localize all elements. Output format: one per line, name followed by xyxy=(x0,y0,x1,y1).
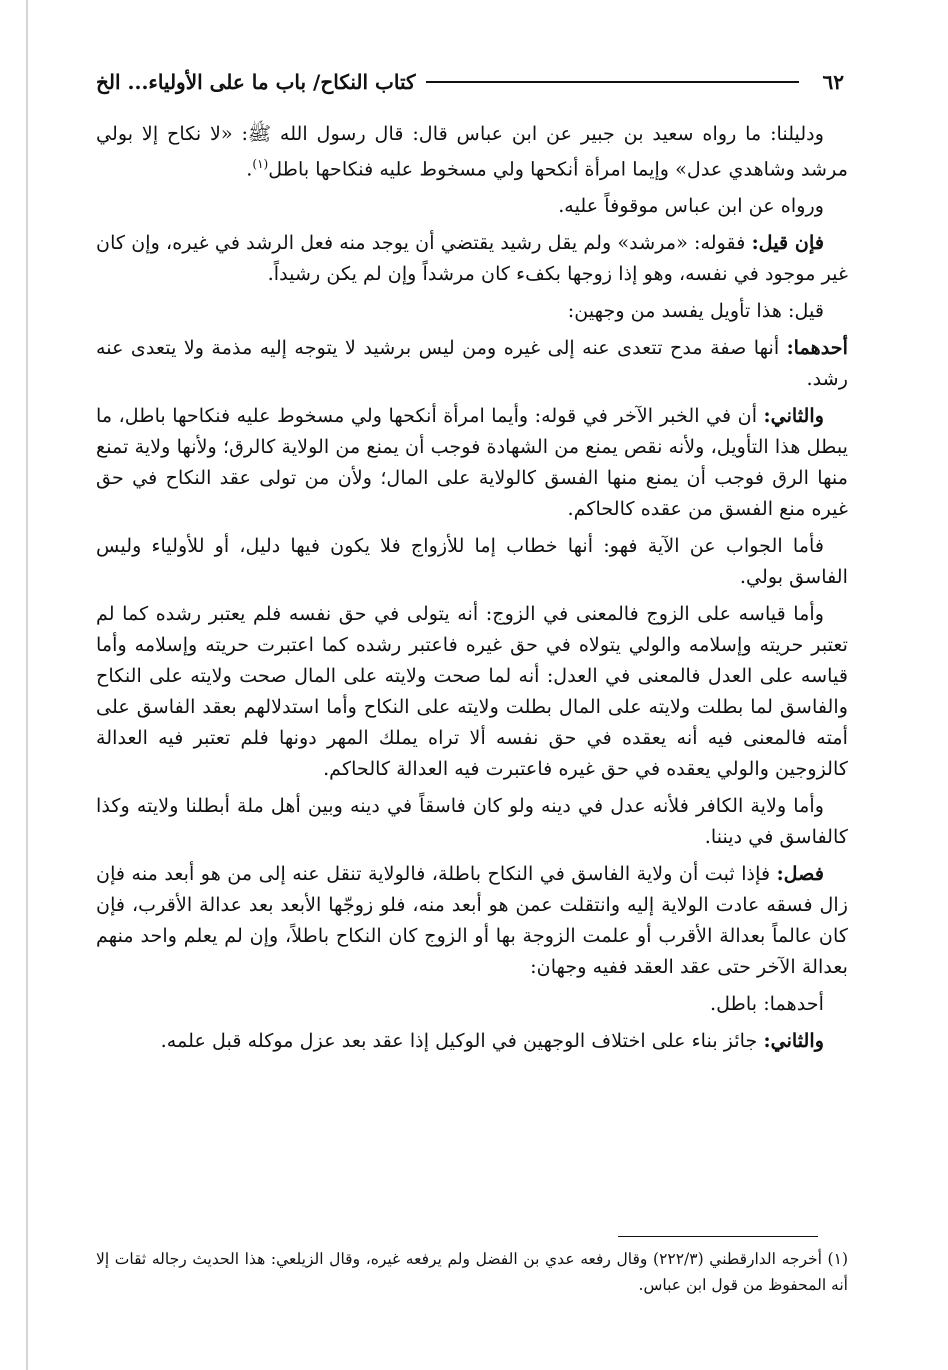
paragraph xyxy=(96,598,848,784)
paragraph-text: فقوله: «مرشد» ولم يقل رشيد يقتضي أن يوجد منه فعل الرشد في غيره، وإن كان غير موجود في نفسه، وهو إذا زوجها بكفء كان مرشداً وإن لم يكن رشيداً. xyxy=(96,231,848,286)
paragraph xyxy=(96,790,848,852)
paragraph xyxy=(96,400,848,524)
paragraph-text: ودليلنا: ما رواه سعيد بن جبير عن ابن عباس قال: قال رسول الله ﷺ: «لا نكاح إلا بولي مرشد وشاهدي عدل» وإيما امرأة أنكحها ولي مسخوط عليه فنكاحها باطل xyxy=(96,122,848,181)
paragraph-text: فإذا ثبت أن ولاية الفاسق في النكاح باطلة، فالولاية تنقل عنه إلى من هو أبعد منه فإن زال فسقه عادت الولاية إليه وانتقلت عمن هو أبعد منه، فلو زوجّها الأبعد بعد عدالة الأقرب، فإن كان عالماً بعدالة الأقرب أو علمت الزوجة بها أو الزوج كان النكاح باطلاً، وإن لم يعلم واحد منهم بعدالة الآخر حتى عقد العقد ففيه وجهان: xyxy=(96,862,848,979)
main-text xyxy=(96,118,848,1062)
paragraph xyxy=(96,858,848,982)
footnote-separator xyxy=(618,1236,818,1237)
paragraph: ودليلنا: ما رواه سعيد بن جبير عن ابن عباس قال: قال رسول الله ﷺ: «لا نكاح إلا بولي مرشد وشاهدي عدل» وإيما امرأة أنكحها ولي مسخوط عليه فنكاحها باطل$^{(١)}$. xyxy=(96,122,848,181)
footnotes xyxy=(96,1246,848,1298)
paragraph-text: قيل: هذا تأويل يفسد من وجهين: xyxy=(567,299,824,323)
running-title: كتاب النكاح/ باب ما على الأولياء... الخ xyxy=(96,70,416,94)
page-number: ٦٢ xyxy=(822,70,844,94)
paragraph xyxy=(96,190,848,221)
paragraph-text: أن في الخبر الآخر في قوله: وأيما امرأة أنكحها ولي مسخوط عليه فنكاحها باطل، ما يبطل هذا التأويل، ولأنه نقص يمنع من الشهادة فوجب أن يمنع من الولاية كالرق؛ ولأنها ولاية تمنع منها الرق فوجب أن يمنع منها الفسق كالولاية على المال؛ ولأن من تولى عقد النكاح في حق غيره منع الفسق من عقده كالحاكم. xyxy=(96,404,848,521)
paragraph xyxy=(96,227,848,289)
paragraph-lead: أحدهما: xyxy=(786,336,848,360)
page-edge-line xyxy=(26,0,28,1370)
running-header xyxy=(96,64,844,100)
paragraph-text: وأما ولاية الكافر فلأنه عدل في دينه ولو كان فاسقاً في دينه وبين أهل ملة أبطلنا ولايته وكذا كالفاسق في ديننا. xyxy=(96,794,848,849)
header-rule xyxy=(426,81,799,83)
paragraph xyxy=(96,332,848,394)
paragraph-lead: فصل: xyxy=(776,862,824,886)
paragraph-text: فأما الجواب عن الآية فهو: أنها خطاب إما للأزواج فلا يكون فيها دليل، أو للأولياء وليس الفاسق بولي. xyxy=(96,534,848,589)
paragraph xyxy=(96,988,848,1019)
paragraph-lead: فإن قيل: xyxy=(751,231,824,255)
paragraph-lead: والثاني: xyxy=(763,404,824,428)
paragraph xyxy=(96,530,848,592)
paragraph-text: ورواه عن ابن عباس موقوفاً عليه. xyxy=(558,194,824,218)
paragraph xyxy=(96,295,848,326)
paragraph-text: جائز بناء على اختلاف الوجهين في الوكيل إذا عقد بعد عزل موكله قبل علمه. xyxy=(160,1029,764,1053)
footnote-ref: (١) xyxy=(252,157,269,171)
paragraph-text: أحدهما: باطل. xyxy=(710,992,824,1016)
paragraph-text: أنها صفة مدح تتعدى عنه إلى غيره ومن ليس برشيد لا يتوجه إليه مذمة ولا يتعدى عنه رشد. xyxy=(96,336,848,391)
paragraph-text: وأما قياسه على الزوج فالمعنى في الزوج: أنه يتولى في حق نفسه فلم يعتبر رشده كما لم تعتبر حريته وإسلامه والولي يتولاه في حق غيره فاعتبر رشده كما اعتبرت حريته وإسلامه وأما قياسه على العدل فالمعنى في العدل: أنه لما صحت ولايته على المال صحت ولايته على النكاح والفاسق لما بطلت ولايته على المال بطلت ولايته على النكاح وأما استدلالهم بعقد الفاسق على أمته فالمعنى فيه أنه يعقده في حق نفسه ألا تراه يملك المهر دونها فلم تعتبر فيه العدالة كالزوجين والولي يعقده في حق غيره فاعتبرت فيه العدالة كالحاكم. xyxy=(96,602,848,781)
paragraph xyxy=(96,1025,848,1056)
footnote: (١) أخرجه الدارقطني (٢٢٢/٣) وقال رفعه عدي بن الفضل ولم يرفعه غيره، وقال الزيلعي: هذا الحديث رجاله ثقات إلا أنه المحفوظ من قول ابن عباس. xyxy=(96,1250,848,1294)
paragraph-lead: والثاني: xyxy=(763,1029,824,1053)
